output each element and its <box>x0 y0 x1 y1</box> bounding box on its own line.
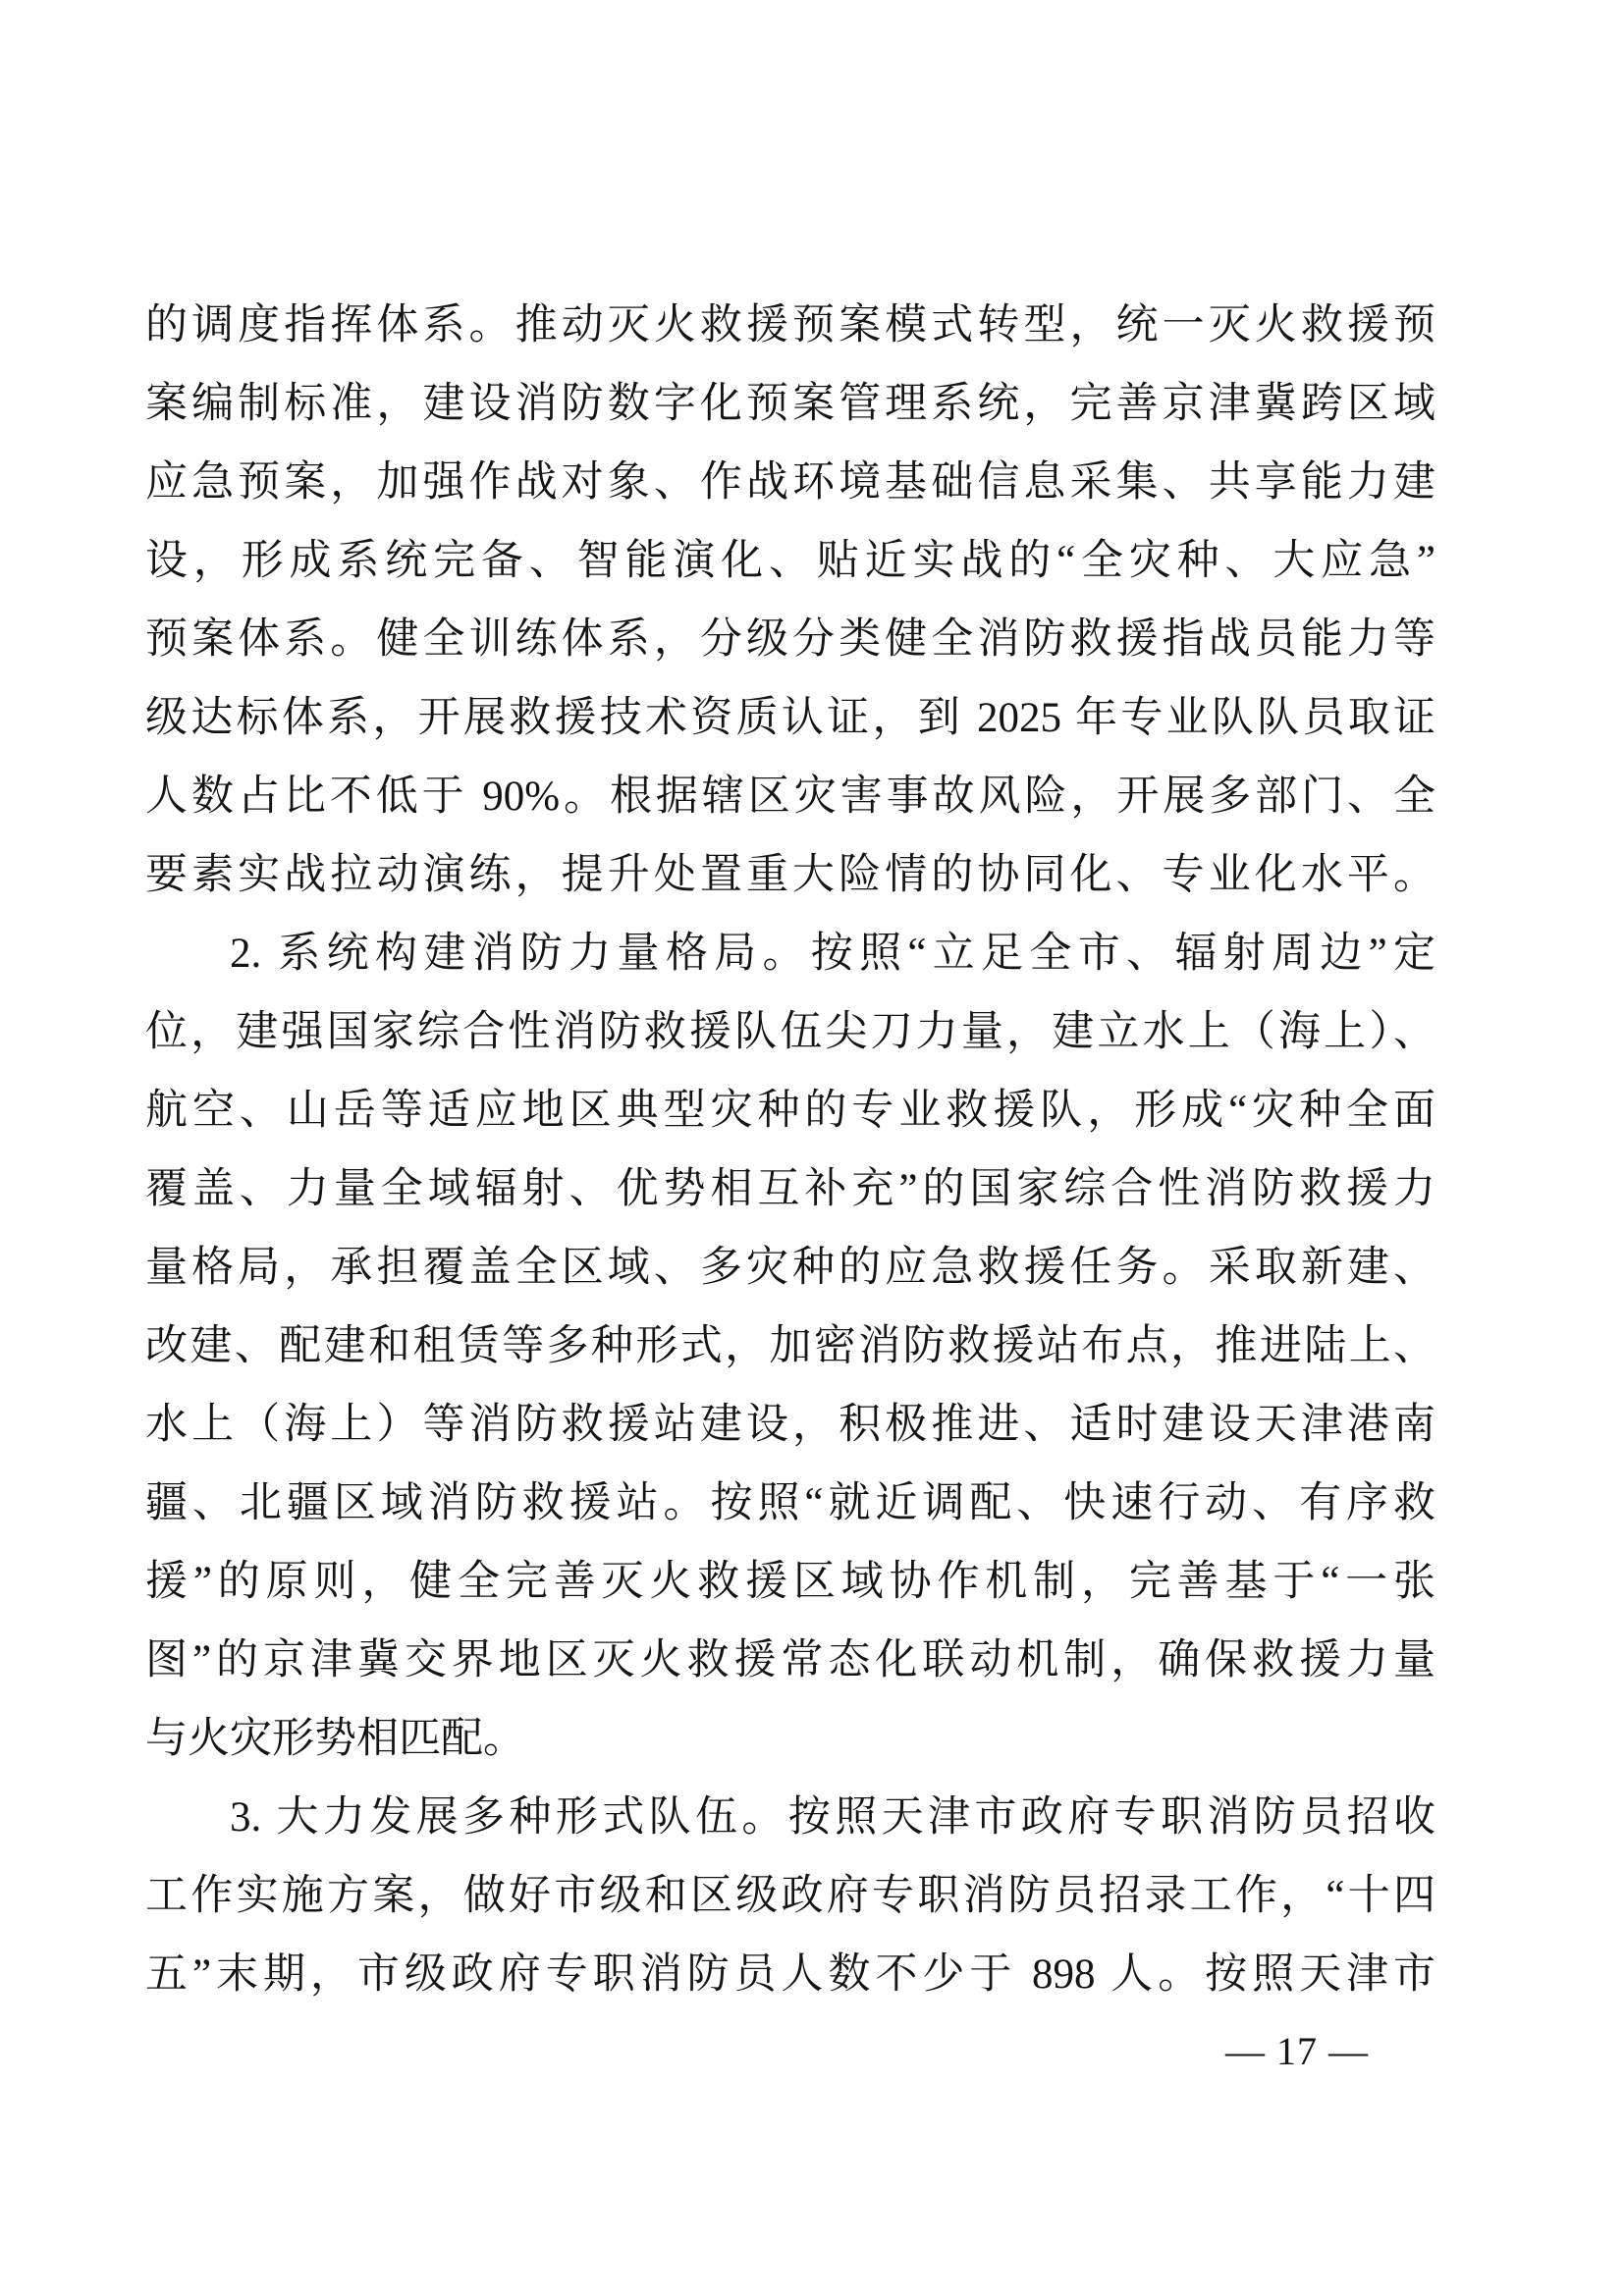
text-line: 航空、山岳等适应地区典型灾种的专业救援队，形成“灾种全面 <box>145 1088 1435 1134</box>
text-line: 3. 大力发展多种形式队伍。按照天津市政府专职消防员招收 <box>230 1794 1435 1841</box>
text-line: 覆盖、力量全域辐射、优势相互补充”的国家综合性消防救援力 <box>145 1166 1435 1212</box>
text-line: 五”末期，市级政府专职消防员人数不少于 898 人。按照天津市 <box>145 1951 1435 1998</box>
text-line: 2. 系统构建消防力量格局。按照“立足全市、辐射周边”定 <box>230 931 1435 977</box>
text-line: 援”的原则，健全完善灭火救援区域协作机制，完善基于“一张 <box>145 1559 1435 1605</box>
text-line: 案编制标准，建设消防数字化预案管理系统，完善京津冀跨区域 <box>145 381 1435 427</box>
text-line: 预案体系。健全训练体系，分级分类健全消防救援指战员能力等 <box>145 616 1435 663</box>
text-line: 位，建强国家综合性消防救援队伍尖刀力量，建立水上（海上）、 <box>145 1009 1435 1055</box>
text-line: 人数占比不低于 90%。根据辖区灾害事故风险，开展多部门、全 <box>145 774 1435 820</box>
text-line: 要素实战拉动演练，提升处置重大险情的协同化、专业化水平。 <box>145 852 1435 898</box>
text-line: 的调度指挥体系。推动灭火救援预案模式转型，统一灭火救援预 <box>145 302 1435 348</box>
page-number: — 17 — <box>1225 2029 1369 2073</box>
text-line: 图”的京津冀交界地区灭火救援常态化联动机制，确保救援力量 <box>145 1637 1435 1683</box>
text-line: 级达标体系，开展救援技术资质认证，到 2025 年专业队队员取证 <box>145 695 1435 741</box>
text-block <box>145 287 1435 2014</box>
text-line: 应急预案，加强作战对象、作战环境基础信息采集、共享能力建 <box>145 459 1435 506</box>
text-line: 疆、北疆区域消防救援站。按照“就近调配、快速行动、有序救 <box>145 1480 1435 1526</box>
text-line: 量格局，承担覆盖全区域、多灾种的应急救援任务。采取新建、 <box>145 1245 1435 1291</box>
text-line: 工作实施方案，做好市级和区级政府专职消防员招录工作，“十四 <box>145 1873 1435 1919</box>
text-line: 改建、配建和租赁等多种形式，加密消防救援站布点，推进陆上、 <box>145 1323 1435 1369</box>
text-line: 水上（海上）等消防救援站建设，积极推进、适时建设天津港南 <box>145 1402 1435 1448</box>
text-line: 与火灾形势相匹配。 <box>145 1716 525 1762</box>
text-line: 设，形成系统完备、智能演化、贴近实战的“全灾种、大应急” <box>145 538 1435 584</box>
